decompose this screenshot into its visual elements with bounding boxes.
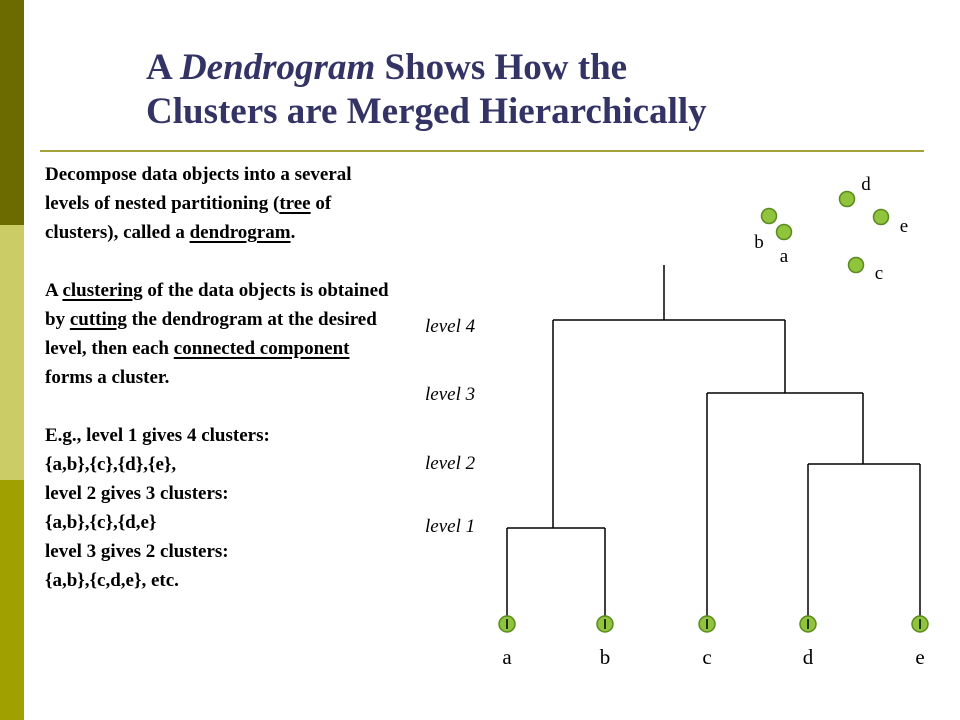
text-run: A bbox=[45, 280, 63, 301]
scatter-point-e bbox=[874, 210, 889, 225]
text-run: the dendrogram at the desired level, then each bbox=[45, 309, 377, 359]
term-tree: tree bbox=[279, 193, 311, 214]
level-2-label: level 2 bbox=[425, 453, 476, 474]
scatter-point-b bbox=[762, 209, 777, 224]
leaf-nodes bbox=[499, 616, 928, 632]
term-clustering: clustering bbox=[62, 280, 143, 301]
text-run: of the data objects is obtained by bbox=[45, 280, 389, 330]
title-line2: Clusters are Merged Hierarchically bbox=[146, 91, 707, 132]
term-dendrogram: dendrogram bbox=[189, 222, 291, 243]
scatter-label-c: c bbox=[874, 263, 884, 284]
scatter-label-d: d bbox=[861, 174, 871, 195]
example-line: {a,b},{c,d,e}, etc. bbox=[45, 570, 179, 591]
term-connected-component: connected component bbox=[173, 338, 350, 359]
scatter-point-a bbox=[777, 225, 792, 240]
title-prefix: A bbox=[146, 47, 180, 88]
leaf-label-b: b bbox=[599, 645, 611, 669]
level-3-label: level 3 bbox=[425, 384, 476, 405]
leaf-label-a: a bbox=[502, 645, 512, 669]
level-4-label: level 4 bbox=[425, 316, 476, 337]
scatter-point-c bbox=[849, 258, 864, 273]
text-run: . bbox=[290, 222, 296, 243]
leaf-label-c: c bbox=[702, 645, 712, 669]
level-1-label: level 1 bbox=[425, 516, 476, 537]
example-line: {a,b},{c},{d},{e}, bbox=[45, 454, 177, 475]
scatter-label-a: a bbox=[779, 246, 789, 267]
term-cutting: cutting bbox=[69, 309, 127, 330]
leaf-label-d: d bbox=[802, 645, 814, 669]
example-line: level 2 gives 3 clusters: bbox=[45, 483, 229, 504]
example-line: {a,b},{c},{d,e} bbox=[45, 512, 157, 533]
scatter-label-e: e bbox=[899, 216, 909, 237]
leaf-label-e: e bbox=[915, 645, 925, 669]
example-line: level 3 gives 2 clusters: bbox=[45, 541, 229, 562]
title-line1-rest: Shows How the bbox=[375, 47, 628, 88]
text-run: of clusters), called a bbox=[45, 193, 332, 243]
text-run: Decompose data objects into a several levels of nested partitioning ( bbox=[45, 164, 352, 214]
dendrogram-tree bbox=[507, 265, 920, 622]
example-line: E.g., level 1 gives 4 clusters: bbox=[45, 425, 270, 446]
text-run: forms a cluster. bbox=[45, 367, 170, 388]
scatter-point-d bbox=[840, 192, 855, 207]
title-emphasis: Dendrogram bbox=[179, 47, 376, 88]
scatter-label-b: b bbox=[754, 232, 764, 253]
